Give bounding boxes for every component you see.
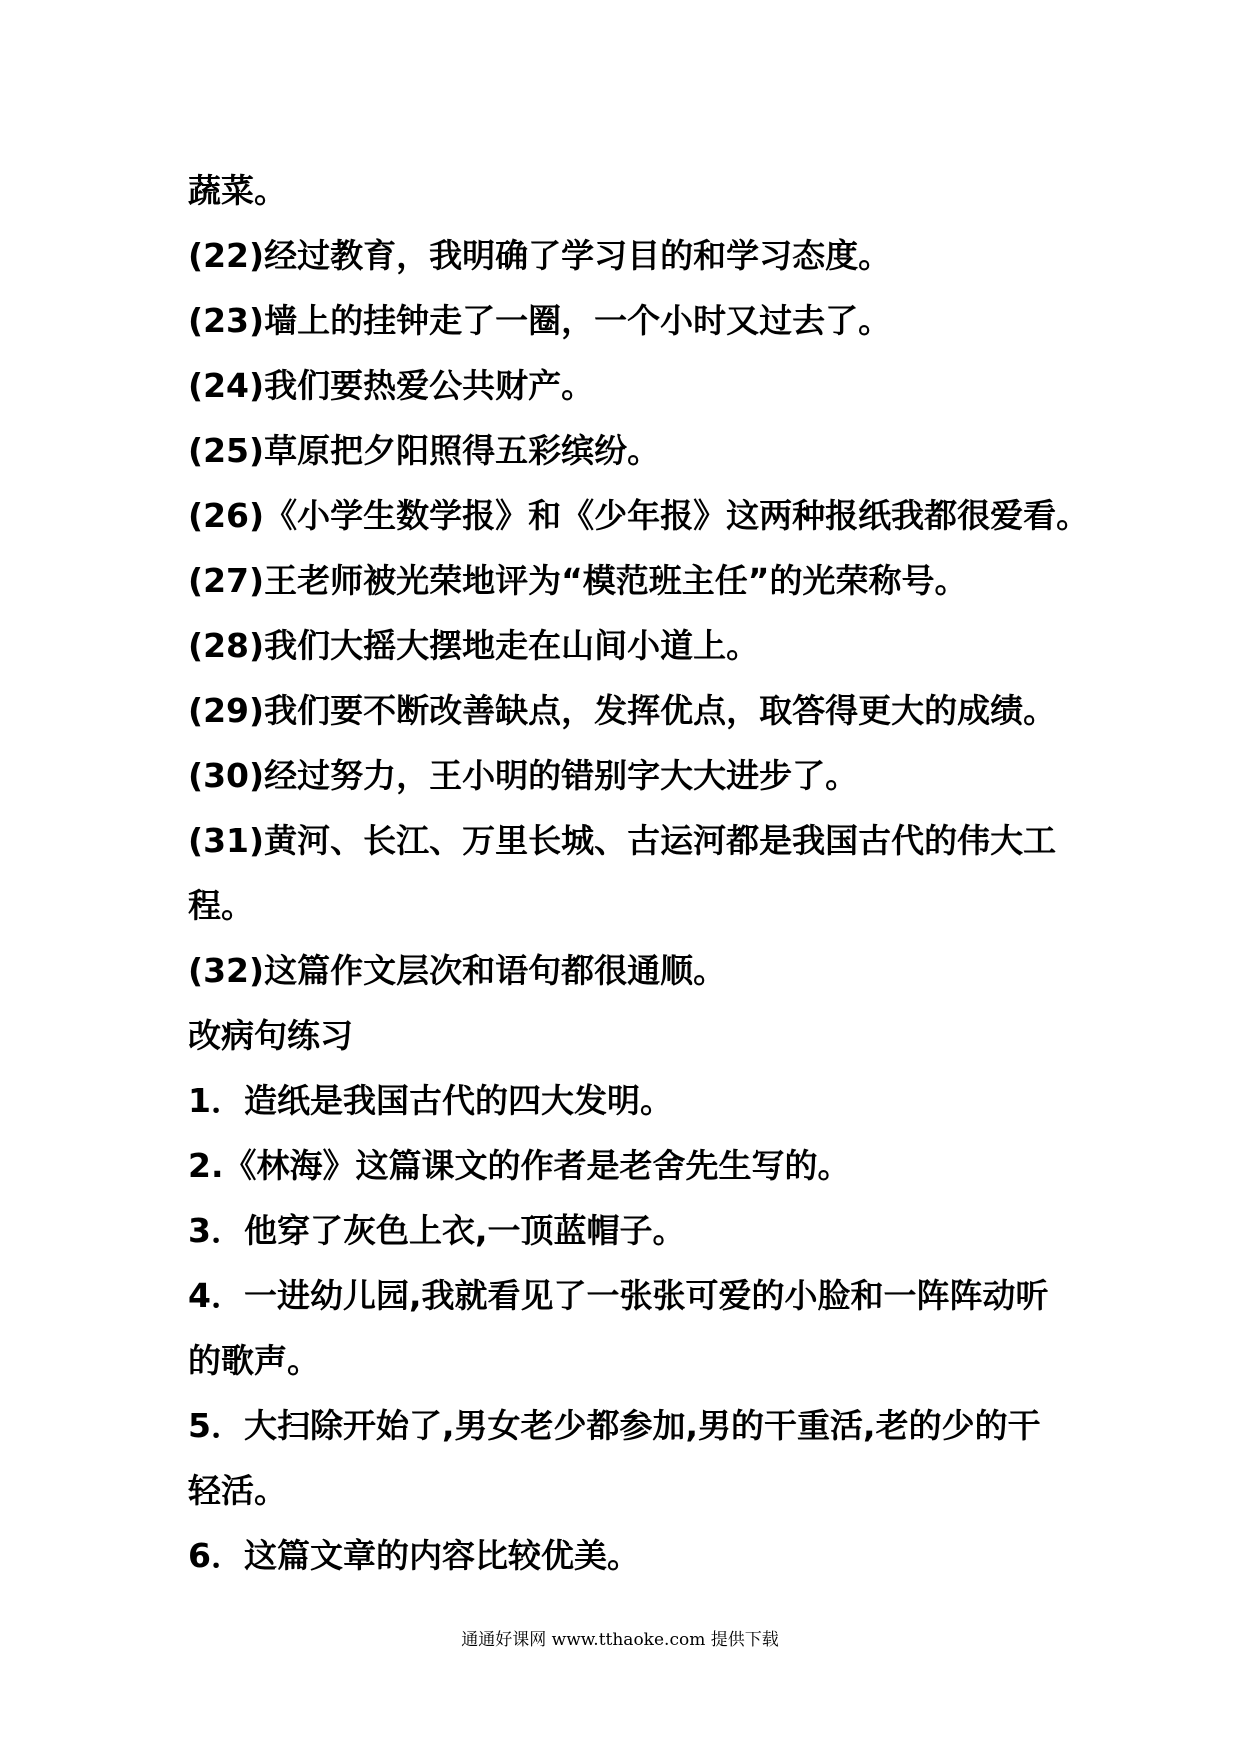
- text-line: 6．这篇文章的内容比较优美。: [188, 1536, 640, 1575]
- text-line: (22)经过教育，我明确了学习目的和学习态度。: [188, 236, 892, 275]
- text-line: (27)王老师被光荣地评为“模范班主任”的光荣称号。: [188, 561, 968, 600]
- text-line: (26)《小学生数学报》和《少年报》这两种报纸我都很爱看。: [188, 496, 1090, 535]
- page-footer: 通通好课网 www.tthaoke.com 提供下载: [461, 1630, 779, 1650]
- text-line: 轻活。: [188, 1471, 287, 1510]
- text-line: 蔬菜。: [188, 171, 287, 210]
- text-line: (29)我们要不断改善缺点，发挥优点，取答得更大的成绩。: [188, 691, 1057, 730]
- text-line: 2.《林海》这篇课文的作者是老舍先生写的。: [188, 1146, 851, 1185]
- text-line: (28)我们大摇大摆地走在山间小道上。: [188, 626, 760, 665]
- text-line: (25)草原把夕阳照得五彩缤纷。: [188, 431, 661, 470]
- text-line: 3．他穿了灰色上衣,一顶蓝帽子。: [188, 1211, 686, 1250]
- text-line: 5．大扫除开始了,男女老少都参加,男的干重活,老的少的干: [188, 1406, 1041, 1445]
- text-line: 的歌声。: [188, 1341, 320, 1380]
- document-body: [188, 158, 1090, 1588]
- text-line: (24)我们要热爱公共财产。: [188, 366, 595, 405]
- text-line: (32)这篇作文层次和语句都很通顺。: [188, 951, 727, 990]
- text-line: (31)黄河、长江、万里长城、古运河都是我国古代的伟大工: [188, 821, 1057, 860]
- text-line: (23)墙上的挂钟走了一圈，一个小时又过去了。: [188, 301, 892, 340]
- text-line: 程。: [188, 886, 254, 925]
- section-heading: 改病句练习: [188, 1016, 353, 1055]
- text-line: 4．一进幼儿园,我就看见了一张张可爱的小脸和一阵阵动听: [188, 1276, 1049, 1315]
- text-line: (30)经过努力，王小明的错别字大大进步了。: [188, 756, 859, 795]
- text-line: 1．造纸是我国古代的四大发明。: [188, 1081, 673, 1120]
